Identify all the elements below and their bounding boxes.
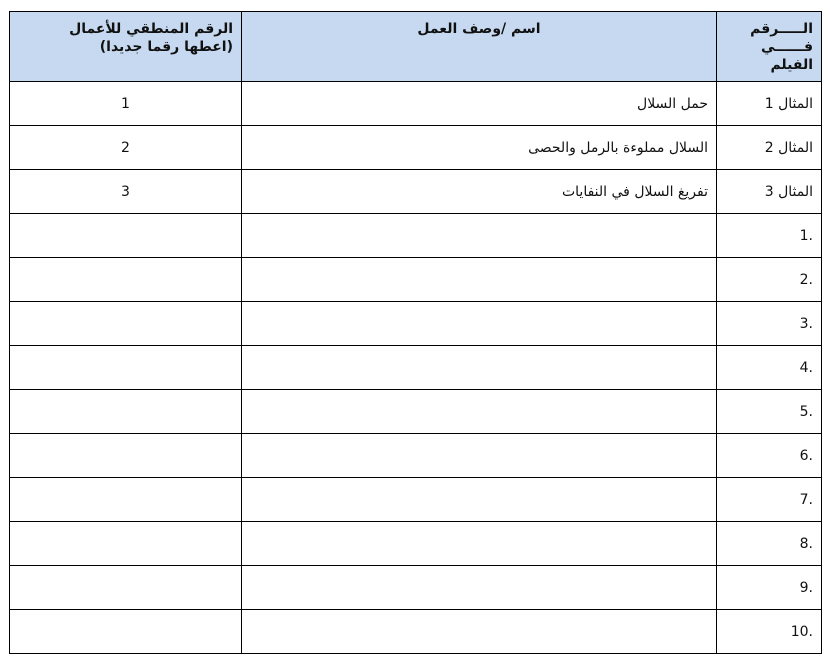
film-number-cell: .2 bbox=[717, 258, 822, 302]
table-row bbox=[10, 258, 822, 302]
logical-number-cell bbox=[10, 522, 242, 566]
work-name-cell bbox=[242, 346, 717, 390]
work-name-cell: حمل السلال bbox=[242, 82, 717, 126]
logical-number-cell bbox=[10, 610, 242, 654]
film-number-cell: .10 bbox=[717, 610, 822, 654]
work-name-cell bbox=[242, 214, 717, 258]
work-name-cell bbox=[242, 566, 717, 610]
table-row bbox=[10, 390, 822, 434]
table-body bbox=[10, 82, 822, 654]
film-number-cell: .8 bbox=[717, 522, 822, 566]
work-name-cell bbox=[242, 610, 717, 654]
logical-number-cell bbox=[10, 302, 242, 346]
table-row bbox=[10, 126, 822, 170]
table-row bbox=[10, 478, 822, 522]
table-row bbox=[10, 302, 822, 346]
film-number-cell: .4 bbox=[717, 346, 822, 390]
logical-number-cell bbox=[10, 566, 242, 610]
table-header bbox=[10, 12, 822, 82]
film-number-cell: .3 bbox=[717, 302, 822, 346]
logical-number-cell: 2 bbox=[10, 126, 242, 170]
work-name-cell bbox=[242, 434, 717, 478]
film-number-cell: .9 bbox=[717, 566, 822, 610]
table-row bbox=[10, 346, 822, 390]
header-work-name: اسم /وصف العمل bbox=[242, 12, 717, 82]
film-number-cell: المثال 2 bbox=[717, 126, 822, 170]
film-number-cell: .7 bbox=[717, 478, 822, 522]
film-number-cell: .1 bbox=[717, 214, 822, 258]
work-name-cell: السلال مملوءة بالرمل والحصى bbox=[242, 126, 717, 170]
table-row bbox=[10, 214, 822, 258]
film-number-cell: .6 bbox=[717, 434, 822, 478]
header-row bbox=[10, 12, 822, 82]
work-name-cell bbox=[242, 390, 717, 434]
work-name-cell: تفريغ السلال في النفايات bbox=[242, 170, 717, 214]
table-row bbox=[10, 434, 822, 478]
table-row bbox=[10, 170, 822, 214]
logical-number-cell bbox=[10, 434, 242, 478]
table-row bbox=[10, 522, 822, 566]
logical-number-cell bbox=[10, 390, 242, 434]
work-table bbox=[9, 11, 822, 654]
work-name-cell bbox=[242, 258, 717, 302]
logical-number-cell: 3 bbox=[10, 170, 242, 214]
header-film-number: الـــــرقم فــــــي الفيلم bbox=[717, 12, 822, 82]
header-logical-number: الرقم المنطقي للأعمال (اعطها رقما جديدا) bbox=[10, 12, 242, 82]
film-number-cell: .5 bbox=[717, 390, 822, 434]
logical-number-cell bbox=[10, 214, 242, 258]
film-number-cell: المثال 3 bbox=[717, 170, 822, 214]
table-row bbox=[10, 82, 822, 126]
logical-number-cell bbox=[10, 346, 242, 390]
table-row bbox=[10, 610, 822, 654]
work-name-cell bbox=[242, 302, 717, 346]
table-row bbox=[10, 566, 822, 610]
work-name-cell bbox=[242, 478, 717, 522]
work-name-cell bbox=[242, 522, 717, 566]
film-number-cell: المثال 1 bbox=[717, 82, 822, 126]
logical-number-cell bbox=[10, 478, 242, 522]
logical-number-cell: 1 bbox=[10, 82, 242, 126]
logical-number-cell bbox=[10, 258, 242, 302]
